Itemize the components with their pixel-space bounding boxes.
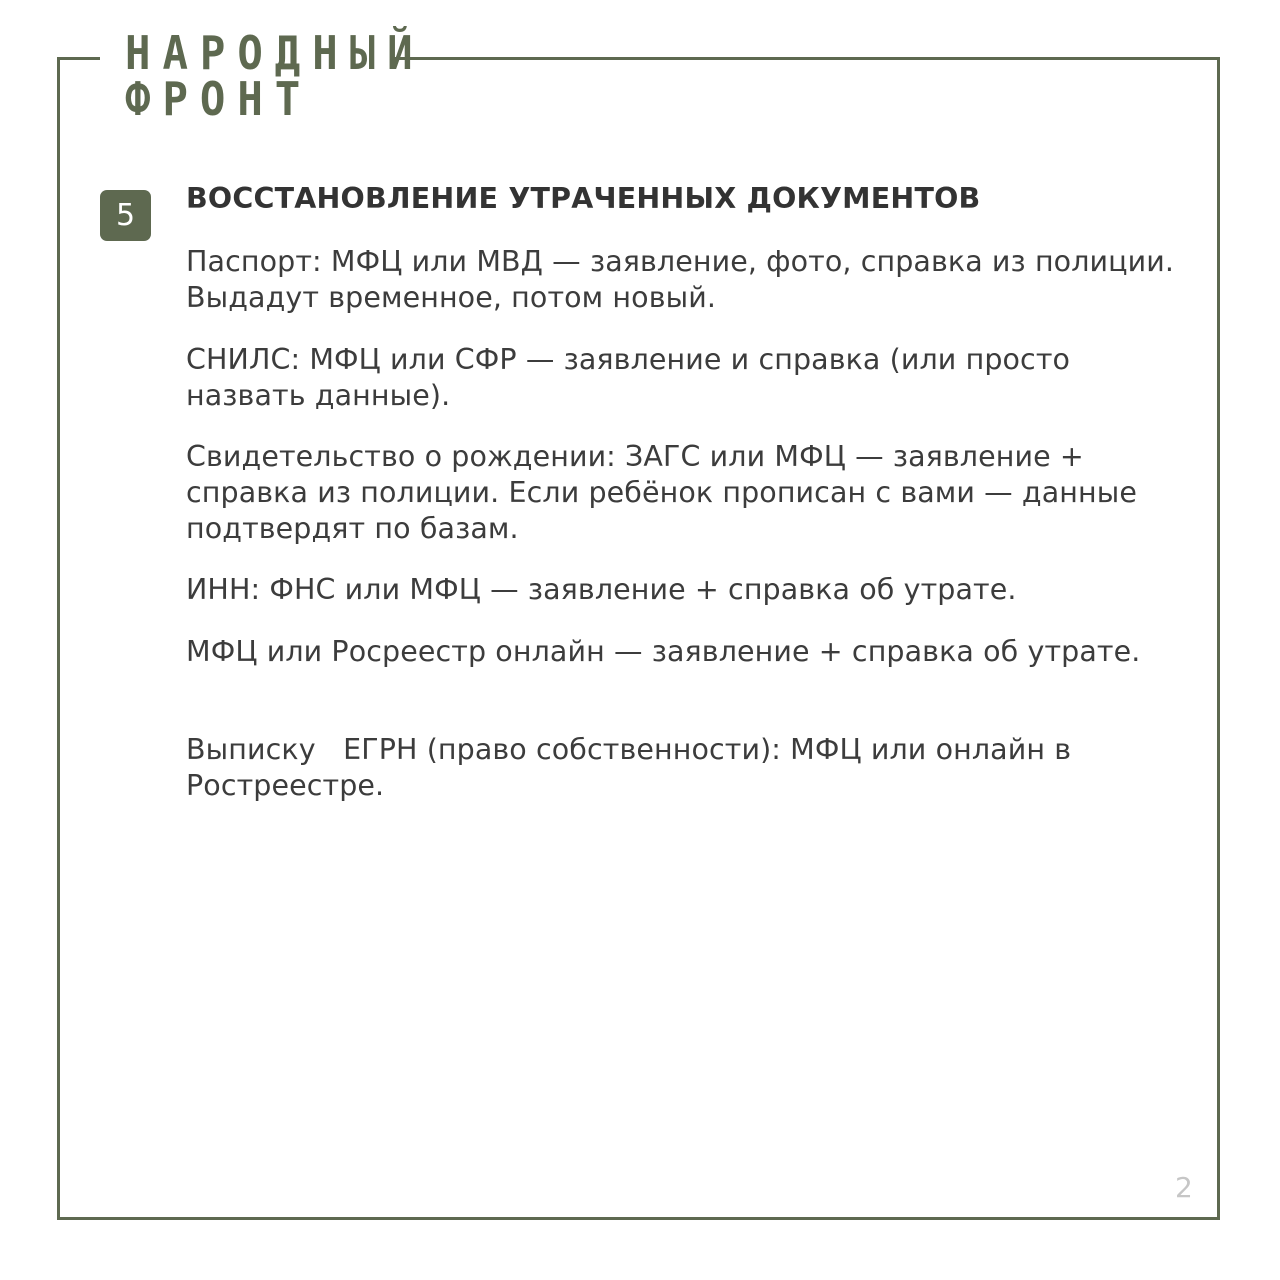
section-title: ВОССТАНОВЛЕНИЕ УТРАЧЕННЫХ ДОКУМЕНТОВ bbox=[186, 182, 981, 215]
page-number: 2 bbox=[1175, 1171, 1193, 1204]
paragraph-snils: СНИЛС: МФЦ или СФР — заявление и справка (или просто назвать данные). bbox=[186, 343, 1071, 412]
logo-line-1: НАРОДНЫЙ bbox=[125, 26, 425, 80]
logo-line-2: ФРОНТ bbox=[125, 72, 313, 126]
paragraph-egrn: Выписку ЕГРН (право собственности): МФЦ или онлайн в Ростреестре. bbox=[186, 733, 1081, 802]
paragraph-rosreestr: МФЦ или Росреестр онлайн — заявление + справка об утрате. bbox=[186, 635, 1141, 668]
section-number-badge: 5 bbox=[100, 190, 151, 241]
paragraph-birth-certificate: Свидетельство о рождении: ЗАГС или МФЦ — заявление + справка из полиции. Если ребёнок прописан с вами — данные подтвердят по базам. bbox=[186, 440, 1138, 545]
paragraph-passport: Паспорт: МФЦ или МВД — заявление, фото, справка из полиции. Выдадут временное, потом новый. bbox=[186, 245, 1175, 314]
paragraph-inn: ИНН: ФНС или МФЦ — заявление + справка об утрате. bbox=[186, 573, 1017, 606]
logo bbox=[100, 22, 425, 126]
